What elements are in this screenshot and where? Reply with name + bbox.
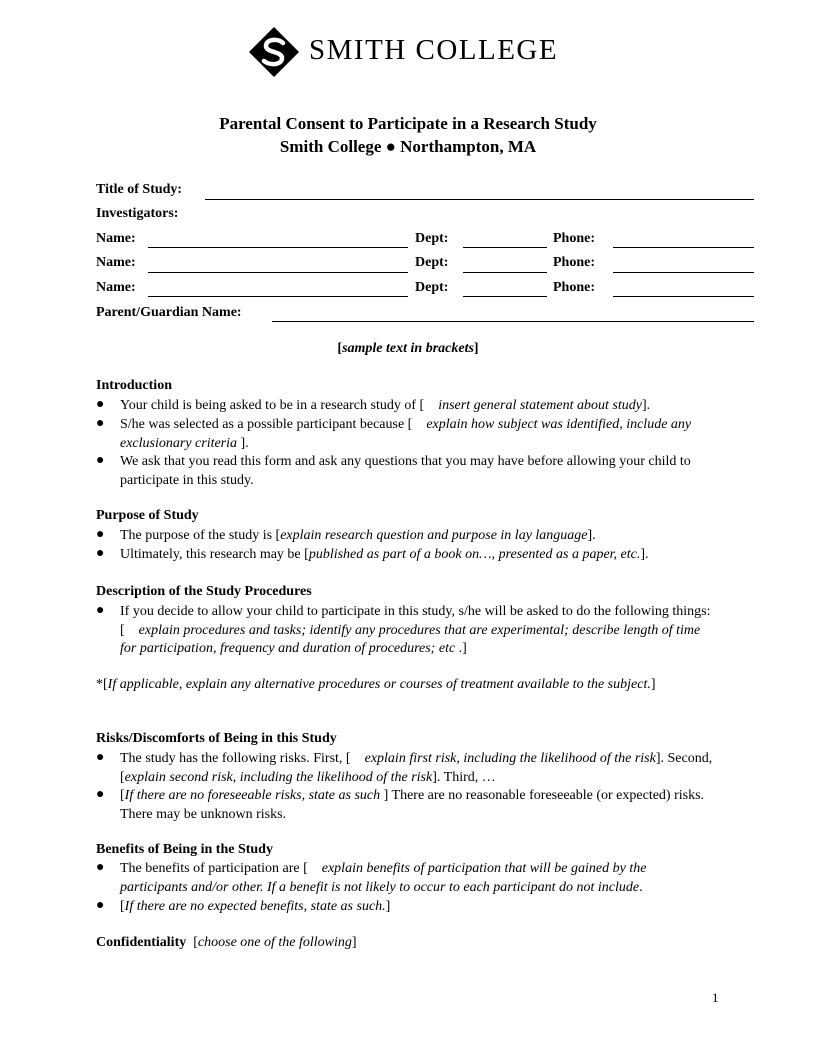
purpose-heading: Purpose of Study: [96, 508, 199, 523]
investigator-name-field[interactable]: [148, 296, 408, 297]
risks-item: [If there are no foreseeable risks, state as such ] There are no reasonable foreseeable (or expected) risks. There may be unknown risks.: [120, 788, 705, 822]
investigator-dept-field[interactable]: [463, 272, 547, 273]
procedures-note: *[If applicable, explain any alternative procedures or courses of treatment available to the subject.]: [96, 677, 656, 692]
bullet-icon: ●: [96, 898, 105, 913]
investigator-name-label: Name:: [96, 280, 136, 295]
risks-heading: Risks/Discomforts of Being in this Study: [96, 731, 337, 746]
investigator-name-field[interactable]: [148, 272, 408, 273]
benefits-item: The benefits of participation are [ explain benefits of participation that will be gained by the participants and/or other. If a benefit is not likely to occur to each participant do not include.: [120, 861, 647, 895]
investigator-dept-field[interactable]: [463, 247, 547, 248]
investigator-phone-label: Phone:: [553, 255, 595, 270]
investigator-dept-label: Dept:: [415, 231, 449, 246]
investigator-phone-label: Phone:: [553, 280, 595, 295]
benefits-item: [If there are no expected benefits, state as such.]: [120, 899, 391, 914]
investigator-phone-label: Phone:: [553, 231, 595, 246]
sample-text-note: [sample text in brackets]: [337, 341, 479, 356]
investigator-name-field[interactable]: [148, 247, 408, 248]
document-title: Parental Consent to Participate in a Research Study: [219, 114, 597, 133]
smith-college-emblem-icon: [248, 26, 300, 78]
bullet-icon: ●: [96, 787, 105, 802]
investigator-phone-field[interactable]: [613, 247, 754, 248]
introduction-heading: Introduction: [96, 378, 172, 393]
procedures-heading: Description of the Study Procedures: [96, 584, 312, 599]
bullet-icon: ●: [96, 416, 105, 431]
introduction-item: Your child is being asked to be in a research study of [ insert general statement about study].: [120, 398, 651, 413]
investigator-dept-label: Dept:: [415, 255, 449, 270]
introduction-item: S/he was selected as a possible participant because [ explain how subject was identified, include any exclusionary criteria ].: [120, 417, 692, 451]
bullet-icon: ●: [96, 527, 105, 542]
investigator-dept-label: Dept:: [415, 280, 449, 295]
parent-guardian-label: Parent/Guardian Name:: [96, 305, 242, 320]
college-logo: [248, 26, 568, 80]
investigator-phone-field[interactable]: [613, 272, 754, 273]
title-of-study-label: Title of Study:: [96, 182, 183, 197]
page-number: 1: [712, 990, 719, 1005]
title-of-study-field[interactable]: [205, 199, 754, 200]
document-subtitle: Smith College ● Northampton, MA: [279, 137, 537, 156]
investigators-label: Investigators:: [96, 206, 179, 221]
parent-guardian-field[interactable]: [272, 321, 754, 322]
bullet-icon: ●: [96, 453, 105, 468]
bullet-icon: ●: [96, 397, 105, 412]
investigator-phone-field[interactable]: [613, 296, 754, 297]
investigator-dept-field[interactable]: [463, 296, 547, 297]
college-name: SMITH COLLEGE: [309, 34, 559, 66]
purpose-item: The purpose of the study is [explain research question and purpose in lay language].: [120, 528, 596, 543]
benefits-heading: Benefits of Being in the Study: [96, 842, 273, 857]
investigator-name-label: Name:: [96, 255, 136, 270]
purpose-item: Ultimately, this research may be [published as part of a book on…, presented as a paper, etc.].: [120, 547, 649, 562]
confidentiality-heading: Confidentiality [choose one of the following]: [96, 935, 357, 950]
investigator-name-label: Name:: [96, 231, 136, 246]
introduction-item: We ask that you read this form and ask any questions that you may have before allowing your child to participate in this study.: [120, 454, 691, 488]
risks-item: The study has the following risks. First, [ explain first risk, including the likelihood of the risk]. Second, [explain second risk, including the likelihood of the risk]. Third, …: [120, 751, 713, 785]
bullet-icon: ●: [96, 546, 105, 561]
bullet-icon: ●: [96, 860, 105, 875]
bullet-icon: ●: [96, 750, 105, 765]
procedures-item: If you decide to allow your child to participate in this study, s/he will be asked to do the following things: [ explain procedures and tasks; identify any procedures that are experimental; describe length of time for participation, frequency and duration of procedures; etc .]: [120, 604, 711, 656]
bullet-icon: ●: [96, 603, 105, 618]
